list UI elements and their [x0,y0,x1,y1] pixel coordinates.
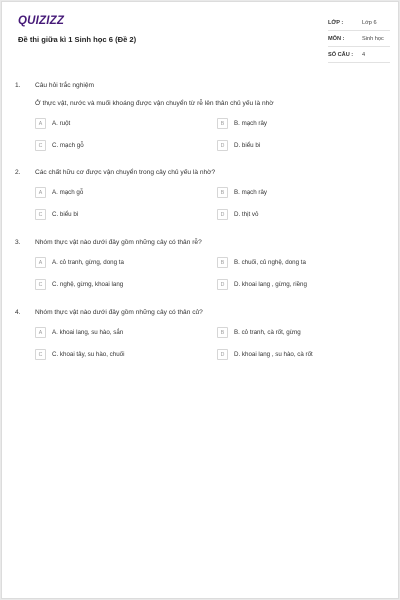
option-text: D. khoai lang , su hào, cà rốt [234,351,313,358]
option-text: C. nghệ, gừng, khoai lang [52,281,124,288]
option-text: C. biểu bì [52,211,79,218]
option-text: B. mạch rây [234,120,268,127]
question-text: Các chất hữu cơ được vận chuyển trong cây chủ yếu là nhờ? [35,169,216,176]
option-letter: B [217,118,228,129]
option-letter: B [217,327,228,338]
meta-value: Sinh học [362,36,384,42]
option-letter: D [217,209,228,220]
option-letter: A [35,327,46,338]
question-number: 1. [15,82,21,89]
option-letter: C [35,209,46,220]
option-text: D. thịt vỏ [234,211,259,218]
meta-value: Lớp 6 [362,20,377,26]
option-letter: D [217,140,228,151]
option-text: C. mạch gỗ [52,142,84,149]
question-subtext: Ở thực vật, nước và muối khoáng được vận chuyển từ rễ lên thân chủ yếu là nhờ [35,100,274,107]
meta-label: LỚP : [328,20,344,26]
option-text: A. khoai lang, su hào, sắn [52,329,124,336]
option-letter: D [217,279,228,290]
option-text: B. cỏ tranh, cà rốt, gừng [234,329,301,336]
quizizz-logo: QUIZIZZ [18,15,65,27]
option-text: B. mạch rây [234,189,268,196]
question-3 [15,239,390,301]
question-number: 3. [15,239,21,246]
option-letter: B [217,187,228,198]
option-letter: A [35,187,46,198]
option-letter: D [217,349,228,360]
question-2 [15,169,390,231]
worksheet-page [1,1,399,599]
option-letter: A [35,257,46,268]
option-text: A. mạch gỗ [52,189,84,196]
option-letter: C [35,279,46,290]
meta-row-count [328,47,390,63]
option-text: A. ruột [52,120,71,127]
question-4 [15,309,390,371]
meta-row-class [328,15,390,31]
question-text: Nhóm thực vật nào dưới đây gồm những cây có thân củ? [35,309,203,316]
option-letter: C [35,349,46,360]
option-text: C. khoai tây, su hào, chuối [52,351,125,358]
meta-row-subject [328,31,390,47]
option-text: B. chuối, củ nghệ, dong ta [234,259,306,266]
option-letter: B [217,257,228,268]
meta-label: SỐ CÂU : [328,52,354,58]
option-letter: A [35,118,46,129]
option-text: D. biểu bì [234,142,261,149]
question-text: Nhóm thực vật nào dưới đây gồm những cây có thân rễ? [35,239,202,246]
meta-table [328,15,390,63]
meta-value: 4 [362,52,366,58]
option-text: A. cỏ tranh, gừng, dong ta [52,259,124,266]
option-letter: C [35,140,46,151]
option-text: D. khoai lang , gừng, riềng [234,281,307,288]
meta-label: MÔN : [328,36,345,42]
question-number: 4. [15,309,21,316]
question-text: Câu hỏi trắc nghiệm [35,82,95,89]
document-title: Đề thi giữa kì 1 Sinh học 6 (Đề 2) [18,35,137,44]
question-number: 2. [15,169,21,176]
question-1 [15,82,390,162]
